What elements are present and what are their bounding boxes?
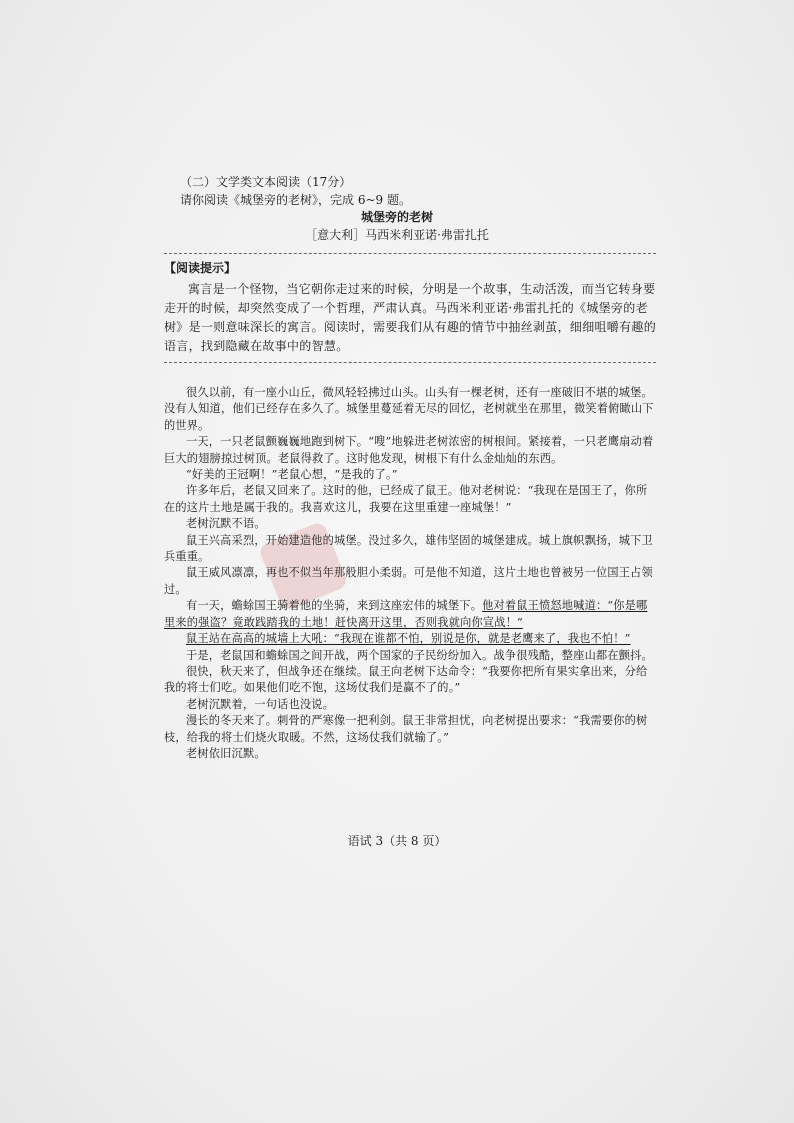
story-paragraph: [164, 631, 656, 647]
story-text: 有一天，蟾蜍国王骑着他的坐骑，来到这座宏伟的城堡下。: [186, 599, 483, 613]
story-paragraph: 许多年后，老鼠又回来了。这时的他，已经成了鼠王。他对老树说：“我现在是国王了，你所在的这片土地是属于我的。我喜欢这儿，我要在这里重建一座城堡！”: [164, 484, 648, 514]
story-author: ［意大利］马西米利亚诺·弗雷扎托: [305, 228, 489, 242]
underlined-sentence: 他对着鼠王愤怒地喊道：“你是哪里来的强盗？竟敢践踏我的土地！赶快离开这里，否则我就向你宣战！”: [164, 599, 648, 629]
tips-text: 寓言是一个怪物，当它朝你走过来的时候，分明是一个故事，生动活泼，而当它转身要走开的时候，却突然变成了一个哲理，严肃认真。马西米利亚诺·弗雷扎托的《城堡旁的老树》是一则意味深长的寓言。阅读时，需要我们从有趣的情节中抽丝剥茧，细细咀嚼有趣的语言，找到隐藏在故事中的智慧。: [164, 282, 657, 353]
story-paragraph: 一天，一只老鼠颤巍巍地跑到树下。“嗖”地躲进老树浓密的树根间。紧接着，一只老鹰扇动着巨大的翅膀掠过树顶。老鼠得救了。这时他发现，树根下有什么金灿灿的东西。: [164, 435, 654, 465]
tips-label: 【阅读提示】: [164, 261, 237, 275]
tips-bottom-divider: [164, 362, 656, 363]
story-paragraph: 鼠王兴高采烈，开始建造他的城堡。没过多久，雄伟坚固的城堡建成。城上旗帜飘扬，城下卫兵重重。: [164, 533, 653, 564]
story-paragraph: 很久以前，有一座小山丘，微风轻轻拂过山头。山头有一棵老树，还有一座破旧不堪的城堡。没有人知道，他们已经存在多久了。城堡里蔓延着无尽的回忆，老树就坐在那里，微笑着俯瞰山下的世界。: [164, 386, 654, 432]
story-body: [164, 385, 656, 762]
story-paragraph: 于是，老鼠国和蟾蜍国之间开战，两个国家的子民纷纷加入。战争很残酷，整座山都在颤抖。: [186, 648, 653, 662]
story-paragraph: 老树依旧沉默。: [186, 746, 266, 760]
story-paragraph: 老树沉默着，一句话也没说。: [186, 697, 335, 711]
story-paragraph: [164, 598, 656, 631]
instruction: 请你阅读《城堡旁的老树》，完成 6~9 题。: [180, 193, 411, 207]
story-paragraph: “好美的王冠啊！”老鼠心想，“是我的了。”: [186, 468, 398, 482]
story-paragraph: 鼠王威风凛凛，再也不似当年那般胆小柔弱。可是他不知道，这片土地也曾被另一位国王占领过。: [164, 566, 653, 596]
page-footer: 语试 3（共 8 页）: [347, 834, 447, 848]
story-title: 城堡旁的老树: [360, 210, 433, 224]
tips-top-divider: [164, 253, 656, 254]
story-paragraph: 老树沉默不语。: [186, 517, 266, 531]
story-paragraph: 很快，秋天来了，但战争还在继续。鼠王向老树下达命令：“我要你把所有果实拿出来，分给我的将士们吃。如果他们吃不饱，这场仗我们是赢不了的。”: [164, 664, 648, 695]
section-title: （二）文学类文本阅读（17分）: [180, 175, 352, 189]
underlined-sentence: 鼠王站在高高的城墙上大吼：“我现在谁都不怕，别说是你，就是老鹰来了，我也不怕！”: [186, 632, 631, 646]
story-paragraph: 漫长的冬天来了。刺骨的严寒像一把利剑。鼠王非常担忧，向老树提出要求：“我需要你的树枝，给我的将士们烧火取暖。不然，这场仗我们就输了。”: [164, 714, 648, 744]
